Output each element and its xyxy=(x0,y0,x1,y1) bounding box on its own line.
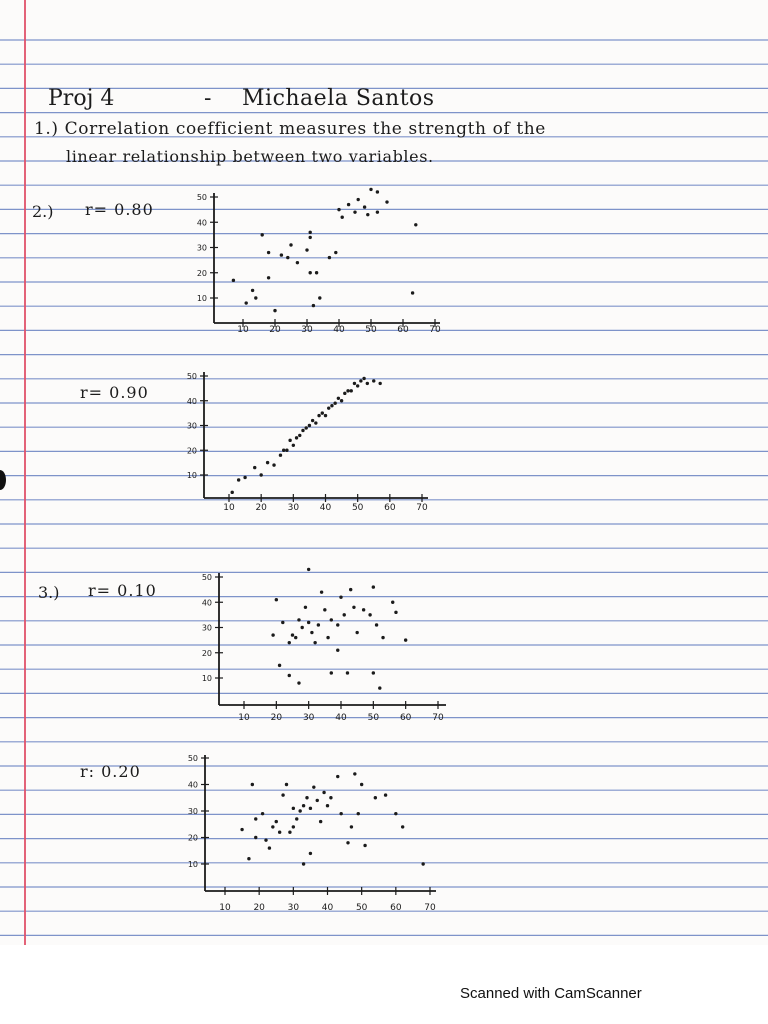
question-1-text: Correlation coefficient measures the strength of the xyxy=(64,119,546,139)
data-point xyxy=(259,473,262,476)
data-point xyxy=(353,210,356,213)
data-point xyxy=(251,289,254,292)
data-point xyxy=(307,568,310,571)
data-point xyxy=(309,231,312,234)
data-point xyxy=(350,389,353,392)
data-point xyxy=(336,623,339,626)
data-point xyxy=(302,862,305,865)
data-point xyxy=(318,296,321,299)
scanner-watermark: Scanned with CamScanner xyxy=(460,985,642,1002)
data-point xyxy=(309,271,312,274)
scatter-plot-2 xyxy=(187,372,428,513)
data-point xyxy=(288,641,291,644)
data-point xyxy=(280,253,283,256)
data-point xyxy=(324,414,327,417)
data-point xyxy=(312,785,315,788)
data-point xyxy=(311,419,314,422)
data-point xyxy=(375,623,378,626)
data-point xyxy=(264,838,267,841)
header-separator: - xyxy=(204,86,212,111)
scatter-plot-3 xyxy=(202,568,446,723)
x-tick-label: 30 xyxy=(302,713,315,723)
x-tick-label: 10 xyxy=(223,503,235,513)
data-point xyxy=(346,671,349,674)
data-point xyxy=(384,793,387,796)
author-name: Michaela Santos xyxy=(242,86,435,111)
x-tick-label: 50 xyxy=(367,713,380,723)
data-point xyxy=(411,291,414,294)
data-point xyxy=(295,436,298,439)
y-tick-label: 30 xyxy=(196,243,207,253)
x-tick-label: 40 xyxy=(321,903,334,913)
scatter-plot-1 xyxy=(197,188,441,335)
scatter-plot-4 xyxy=(188,754,436,913)
data-point xyxy=(323,608,326,611)
plot-2-r-label: r= 0.90 xyxy=(80,383,149,402)
data-point xyxy=(278,664,281,667)
data-point xyxy=(315,271,318,274)
data-point xyxy=(346,389,349,392)
data-point xyxy=(231,491,234,494)
data-point xyxy=(366,213,369,216)
data-point xyxy=(298,809,301,812)
data-point xyxy=(281,621,284,624)
data-point xyxy=(337,397,340,400)
data-point xyxy=(295,817,298,820)
data-point xyxy=(404,638,407,641)
x-tick-label: 10 xyxy=(238,713,250,723)
y-tick-label: 10 xyxy=(186,471,197,480)
y-tick-label: 50 xyxy=(186,372,197,381)
data-point xyxy=(349,588,352,591)
data-point xyxy=(339,596,342,599)
data-point xyxy=(247,857,250,860)
data-point xyxy=(254,836,257,839)
data-point xyxy=(352,606,355,609)
data-point xyxy=(261,233,264,236)
data-point xyxy=(245,301,248,304)
data-point xyxy=(282,449,285,452)
x-tick-label: 70 xyxy=(416,503,428,513)
data-point xyxy=(288,439,291,442)
data-point xyxy=(267,251,270,254)
x-tick-label: 70 xyxy=(432,713,444,723)
data-point xyxy=(343,613,346,616)
x-tick-label: 60 xyxy=(384,503,396,513)
y-tick-label: 20 xyxy=(196,268,207,278)
data-point xyxy=(366,382,369,385)
data-point xyxy=(326,636,329,639)
data-point xyxy=(266,461,269,464)
y-tick-label: 10 xyxy=(187,860,198,869)
data-point xyxy=(372,585,375,588)
data-point xyxy=(278,831,281,834)
data-point xyxy=(340,399,343,402)
plot-1-number: 2.) xyxy=(32,202,54,221)
data-point xyxy=(297,618,300,621)
data-point xyxy=(327,406,330,409)
data-point xyxy=(368,613,371,616)
plot-4-r-label: r: 0.20 xyxy=(80,762,141,781)
x-tick-label: 60 xyxy=(399,713,412,723)
data-point xyxy=(285,783,288,786)
data-point xyxy=(326,804,329,807)
y-tick-label: 20 xyxy=(186,446,197,456)
data-point xyxy=(307,621,310,624)
data-point xyxy=(329,796,332,799)
data-point xyxy=(353,382,356,385)
data-point xyxy=(336,649,339,652)
data-point xyxy=(355,631,358,634)
data-point xyxy=(337,208,340,211)
x-tick-label: 30 xyxy=(287,503,300,513)
data-point xyxy=(253,466,256,469)
question-1-number: 1.) xyxy=(34,119,59,139)
data-point xyxy=(305,426,308,429)
data-point xyxy=(385,200,388,203)
x-tick-label: 20 xyxy=(269,325,281,335)
data-point xyxy=(301,429,304,432)
data-point xyxy=(322,791,325,794)
data-point xyxy=(281,793,284,796)
x-tick-label: 40 xyxy=(335,713,347,723)
data-point xyxy=(292,444,295,447)
data-point xyxy=(347,203,350,206)
data-point xyxy=(314,421,317,424)
data-point xyxy=(298,434,301,437)
y-tick-label: 40 xyxy=(196,218,207,228)
data-point xyxy=(376,190,379,193)
data-point xyxy=(350,825,353,828)
data-point xyxy=(305,248,308,251)
x-tick-label: 50 xyxy=(351,503,364,513)
data-point xyxy=(317,623,320,626)
data-point xyxy=(391,601,394,604)
y-tick-label: 30 xyxy=(201,623,212,633)
data-point xyxy=(334,251,337,254)
y-tick-label: 10 xyxy=(196,294,207,303)
x-tick-label: 20 xyxy=(255,503,267,513)
question-1-line-2: linear relationship between two variables. xyxy=(66,147,434,166)
x-tick-label: 70 xyxy=(424,903,436,913)
data-point xyxy=(305,796,308,799)
data-point xyxy=(251,783,254,786)
data-point xyxy=(271,825,274,828)
data-point xyxy=(394,812,397,815)
data-point xyxy=(268,846,271,849)
data-point xyxy=(330,671,333,674)
data-point xyxy=(309,807,312,810)
data-point xyxy=(271,633,274,636)
data-point xyxy=(414,223,417,226)
x-tick-label: 10 xyxy=(237,325,249,335)
y-tick-label: 20 xyxy=(187,833,198,843)
data-point xyxy=(360,783,363,786)
data-point xyxy=(421,862,424,865)
data-point xyxy=(343,392,346,395)
x-tick-label: 60 xyxy=(390,903,402,913)
plot-3-r-label: r= 0.10 xyxy=(88,581,157,600)
data-point xyxy=(254,817,257,820)
y-tick-label: 40 xyxy=(201,598,212,608)
data-point xyxy=(237,478,240,481)
x-tick-label: 40 xyxy=(319,503,332,513)
y-tick-label: 50 xyxy=(201,573,212,582)
data-point xyxy=(378,686,381,689)
data-point xyxy=(288,674,291,677)
x-tick-label: 30 xyxy=(287,903,300,913)
data-point xyxy=(394,611,397,614)
x-tick-label: 40 xyxy=(333,325,345,335)
data-point xyxy=(353,772,356,775)
data-point xyxy=(275,598,278,601)
data-point xyxy=(232,279,235,282)
data-point xyxy=(339,812,342,815)
data-point xyxy=(313,641,316,644)
data-point xyxy=(359,379,362,382)
data-point xyxy=(317,414,320,417)
data-point xyxy=(357,812,360,815)
data-point xyxy=(302,804,305,807)
data-point xyxy=(321,411,324,414)
data-point xyxy=(320,590,323,593)
y-tick-label: 30 xyxy=(187,807,198,816)
y-tick-label: 20 xyxy=(201,648,212,658)
data-point xyxy=(369,188,372,191)
data-point xyxy=(372,671,375,674)
data-point xyxy=(261,812,264,815)
data-point xyxy=(243,476,246,479)
data-point xyxy=(309,236,312,239)
data-point xyxy=(357,198,360,201)
y-tick-label: 50 xyxy=(187,754,198,763)
data-point xyxy=(275,820,278,823)
data-point xyxy=(294,636,297,639)
data-point xyxy=(279,454,282,457)
y-tick-label: 30 xyxy=(186,421,197,431)
data-point xyxy=(363,205,366,208)
data-point xyxy=(285,449,288,452)
x-tick-label: 10 xyxy=(219,903,231,913)
data-point xyxy=(378,382,381,385)
data-point xyxy=(304,606,307,609)
y-tick-label: 50 xyxy=(196,193,207,202)
data-point xyxy=(254,296,257,299)
data-point xyxy=(296,261,299,264)
y-tick-label: 10 xyxy=(201,674,212,683)
data-point xyxy=(363,844,366,847)
data-point xyxy=(286,256,289,259)
data-point xyxy=(372,379,375,382)
data-point xyxy=(316,799,319,802)
y-tick-label: 40 xyxy=(186,396,197,406)
data-point xyxy=(376,210,379,213)
plot-3-number: 3.) xyxy=(38,583,60,602)
x-tick-label: 20 xyxy=(270,713,283,723)
data-point xyxy=(292,807,295,810)
x-tick-label: 70 xyxy=(429,325,441,335)
data-point xyxy=(301,626,304,629)
data-point xyxy=(330,618,333,621)
data-point xyxy=(374,796,377,799)
data-point xyxy=(309,852,312,855)
x-tick-label: 30 xyxy=(301,325,313,335)
data-point xyxy=(289,243,292,246)
data-point xyxy=(292,825,295,828)
data-point xyxy=(341,216,344,219)
data-point xyxy=(319,820,322,823)
data-point xyxy=(310,631,313,634)
data-point xyxy=(312,304,315,307)
data-point xyxy=(308,424,311,427)
project-title: Proj 4 xyxy=(48,86,115,111)
x-tick-label: 50 xyxy=(365,325,377,335)
data-point xyxy=(330,404,333,407)
x-tick-label: 60 xyxy=(397,325,409,335)
data-point xyxy=(381,636,384,639)
plot-1-r-label: r= 0.80 xyxy=(85,200,154,219)
x-tick-label: 20 xyxy=(253,903,265,913)
y-tick-label: 40 xyxy=(187,780,198,790)
x-tick-label: 50 xyxy=(355,903,368,913)
data-point xyxy=(346,841,349,844)
data-point xyxy=(333,402,336,405)
data-point xyxy=(362,608,365,611)
data-point xyxy=(336,775,339,778)
data-point xyxy=(356,384,359,387)
data-point xyxy=(267,276,270,279)
data-point xyxy=(328,256,331,259)
data-point xyxy=(272,463,275,466)
data-point xyxy=(291,633,294,636)
data-point xyxy=(288,831,291,834)
data-point xyxy=(273,309,276,312)
data-point xyxy=(401,825,404,828)
data-point xyxy=(240,828,243,831)
data-point xyxy=(362,377,365,380)
data-point xyxy=(297,681,300,684)
